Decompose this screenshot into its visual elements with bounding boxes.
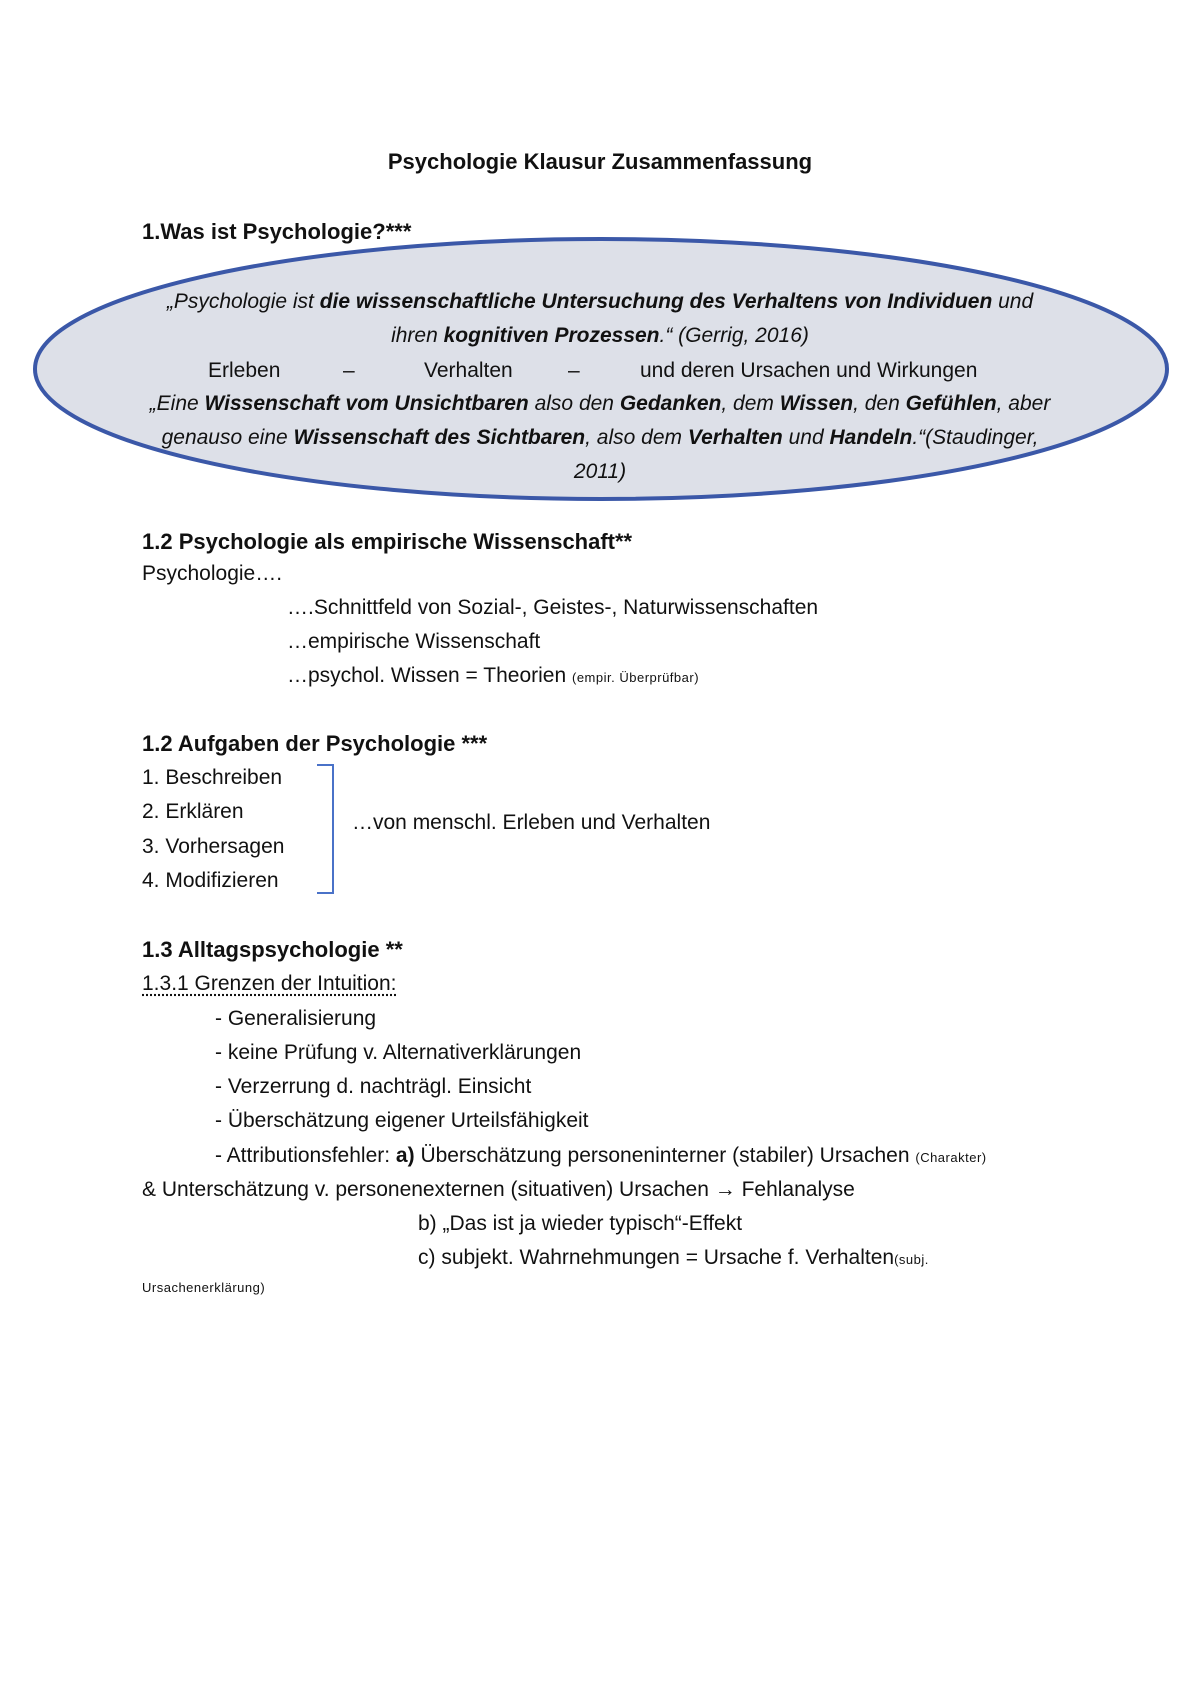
- quote-bold: Handeln: [829, 426, 913, 449]
- ursachen-label: und deren Ursachen und Wirkungen: [640, 359, 978, 382]
- attribution-c-text: c) subjekt. Wahrnehmungen = Ursache f. Verhalten: [418, 1246, 895, 1269]
- quote-bold: Wissenschaft des Sichtbaren: [293, 426, 586, 449]
- dash-2: –: [568, 359, 580, 382]
- list-item: ….Schnittfeld von Sozial-, Geistes-, Naturwissenschaften: [287, 596, 819, 619]
- subsection-heading: 1.3.1 Grenzen der Intuition:: [142, 972, 397, 995]
- quote-bold: Wissenschaft vom Unsichtbaren: [204, 392, 529, 415]
- list-item: - Verzerrung d. nachträgl. Einsicht: [215, 1075, 532, 1098]
- quote-bold: Gefühlen: [905, 392, 997, 415]
- quote-bold: Verhalten: [687, 426, 783, 449]
- quote-text: .“ (Gerrig, 2016): [659, 324, 809, 347]
- quote-text: .“(Staudinger,: [912, 426, 1039, 449]
- quote-1-line-1: [0, 285, 1200, 319]
- attribution-c-note: (subj.: [894, 1252, 929, 1267]
- list-item: - Überschätzung eigener Urteilsfähigkeit: [215, 1109, 589, 1132]
- bracket-text: …von menschl. Erleben und Verhalten: [352, 811, 711, 834]
- quote-text: genauso eine: [161, 426, 294, 449]
- list-item-text: …psychol. Wissen = Theorien: [287, 664, 572, 687]
- attribution-c: [418, 1245, 929, 1273]
- attribution-note: (Charakter): [915, 1150, 987, 1165]
- attribution-b: b) „Das ist ja wieder typisch“-Effekt: [418, 1212, 743, 1235]
- quote-bold: kognitiven Prozessen: [443, 324, 660, 347]
- quote-bold: Gedanken: [619, 392, 722, 415]
- quote-text: , dem: [721, 392, 780, 415]
- quote-text: und: [992, 290, 1034, 313]
- attribution-marker: a): [395, 1144, 415, 1167]
- list-item: - Generalisierung: [215, 1007, 377, 1030]
- section-4-heading: 1.3 Alltagspsychologie **: [142, 937, 403, 962]
- list-item: - keine Prüfung v. Alternativerklärungen: [215, 1041, 582, 1064]
- right-bracket: [315, 762, 339, 896]
- attribution-item: [215, 1143, 987, 1171]
- list-item: [287, 663, 699, 691]
- list-item-note: (empir. Überprüfbar): [572, 670, 700, 685]
- verhalten-label: Verhalten: [424, 359, 513, 382]
- quote-text: , den: [853, 392, 906, 415]
- erleben-label: Erleben: [208, 359, 281, 382]
- task-item: 1. Beschreiben: [142, 766, 283, 789]
- quote-text: ihren: [391, 324, 444, 347]
- quote-bold: die wissenschaftliche Untersuchung des Verhaltens von Individuen: [319, 290, 993, 313]
- quote-text: „Eine: [149, 392, 205, 415]
- quote-2-line-1: [0, 387, 1200, 421]
- quote-1-line-2: [0, 319, 1200, 353]
- attribution-continuation: & Unterschätzung v. personenexternen (situativen) Ursachen → Fehlanalyse: [142, 1178, 855, 1201]
- section-1-heading: 1.Was ist Psychologie?***: [142, 219, 412, 244]
- quote-text: , also dem: [585, 426, 688, 449]
- list-item: …empirische Wissenschaft: [287, 630, 541, 653]
- quote-text: , aber: [996, 392, 1051, 415]
- task-item: 4. Modifizieren: [142, 869, 279, 892]
- quote-text: also den: [528, 392, 620, 415]
- page-title: Psychologie Klausur Zusammenfassung: [387, 149, 813, 174]
- task-item: 3. Vorhersagen: [142, 835, 285, 858]
- quote-bold: Wissen: [779, 392, 854, 415]
- quote-2-line-3: 2011): [573, 460, 627, 483]
- attribution-text: Überschätzung personeninterner (stabiler) Ursachen: [414, 1144, 916, 1167]
- quote-text: „Psychologie ist: [166, 290, 320, 313]
- quote-text: und: [782, 426, 830, 449]
- section-3-heading: 1.2 Aufgaben der Psychologie ***: [142, 731, 488, 756]
- section-2-heading: 1.2 Psychologie als empirische Wissenschaft**: [142, 529, 633, 554]
- attribution-c-note-continuation: Ursachenerklärung): [142, 1280, 266, 1295]
- dash-1: –: [343, 359, 355, 382]
- attribution-label: - Attributionsfehler:: [215, 1144, 396, 1167]
- section-2-intro: Psychologie….: [142, 562, 283, 585]
- task-item: 2. Erklären: [142, 800, 244, 823]
- quote-2-line-2: [0, 421, 1200, 455]
